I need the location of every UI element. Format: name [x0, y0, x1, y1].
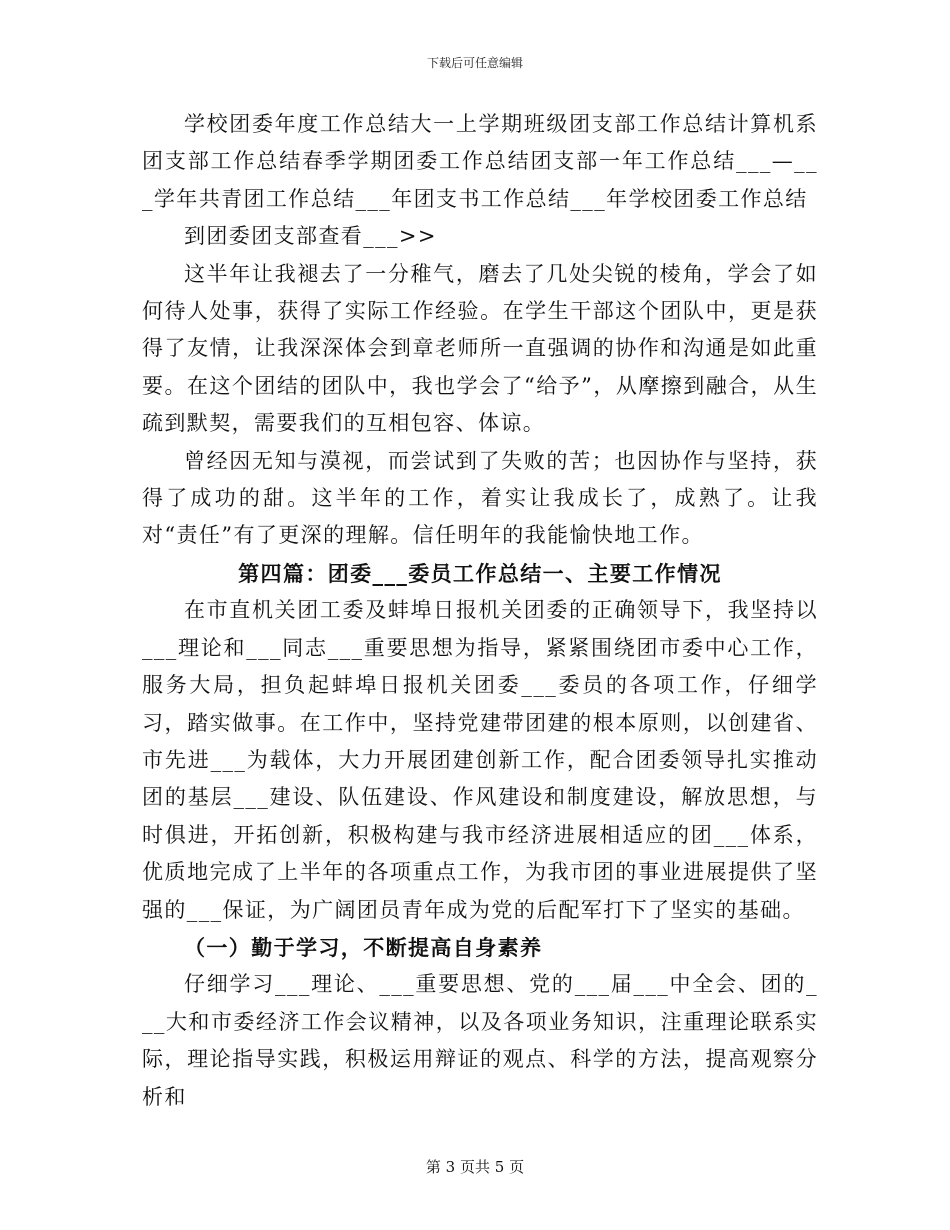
subsection-heading: （一）勤于学习，不断提高自身素养 [184, 934, 543, 960]
paragraph-view-more-link[interactable]: 到团委团支部查看___>> [184, 224, 437, 249]
page-footer: 第 3 页共 5 页 [425, 1158, 525, 1176]
paragraph-study: 仔细学习___理论、___重要思想、党的___届___中全会、团的___大和市委经济工作会议精神，以及各项业务知识，注重理论联系实际，理论指导实践，积极运用辩证的观点、科学的方法，提高观察分析和 [142, 972, 818, 1109]
paragraph-related-links: 学校团委年度工作总结大一上学期班级团支部工作总结计算机系团支部工作总结春季学期团委工作总结团支部一年工作总结___—___学年共青团工作总结___年团支书工作总结___年学校团委工作总结 [142, 112, 818, 211]
section-heading: 第四篇：团委___委员工作总结一、主要工作情况 [238, 560, 722, 586]
document-body [142, 106, 818, 1116]
paragraph-half-year-growth: 这半年让我褪去了一分稚气，磨去了几处尖锐的棱角，学会了如何待人处事，获得了实际工作经验。在学生干部这个团队中，更是获得了友情，让我深深体会到章老师所一直强调的协作和沟通是如此重要。在这个团结的团队中，我也学会了“给予”，从摩擦到融合，从生疏到默契，需要我们的互相包容、体谅。 [142, 261, 818, 436]
paragraph-work-overview: 在市直机关团工委及蚌埠日报机关团委的正确领导下，我坚持以___理论和___同志___重要思想为指导，紧紧围绕团市委中心工作，服务大局，担负起蚌埠日报机关团委___委员的各项工作，仔细学习，踏实做事。在工作中，坚持党建带团建的根本原则，以创建省、市先进___为载体，大力开展团建创新工作，配合团委领导扎实推动团的基层___建设、队伍建设、作风建设和制度建设，解放思想，与时俱进，开拓创新，积极构建与我市经济进展相适应的团___体系，优质地完成了上半年的各项重点工作，为我市团的事业进展提供了坚强的___保证，为广阔团员青年成为党的后配军打下了坚实的基础。 [142, 598, 818, 922]
paragraph-responsibility: 曾经因无知与漠视，而尝试到了失败的苦；也因协作与坚持，获得了成功的甜。这半年的工作，着实让我成长了，成熟了。让我对“责任”有了更深的理解。信任明年的我能愉快地工作。 [142, 448, 818, 548]
page-header: 下载后可任意编辑 [426, 56, 523, 70]
